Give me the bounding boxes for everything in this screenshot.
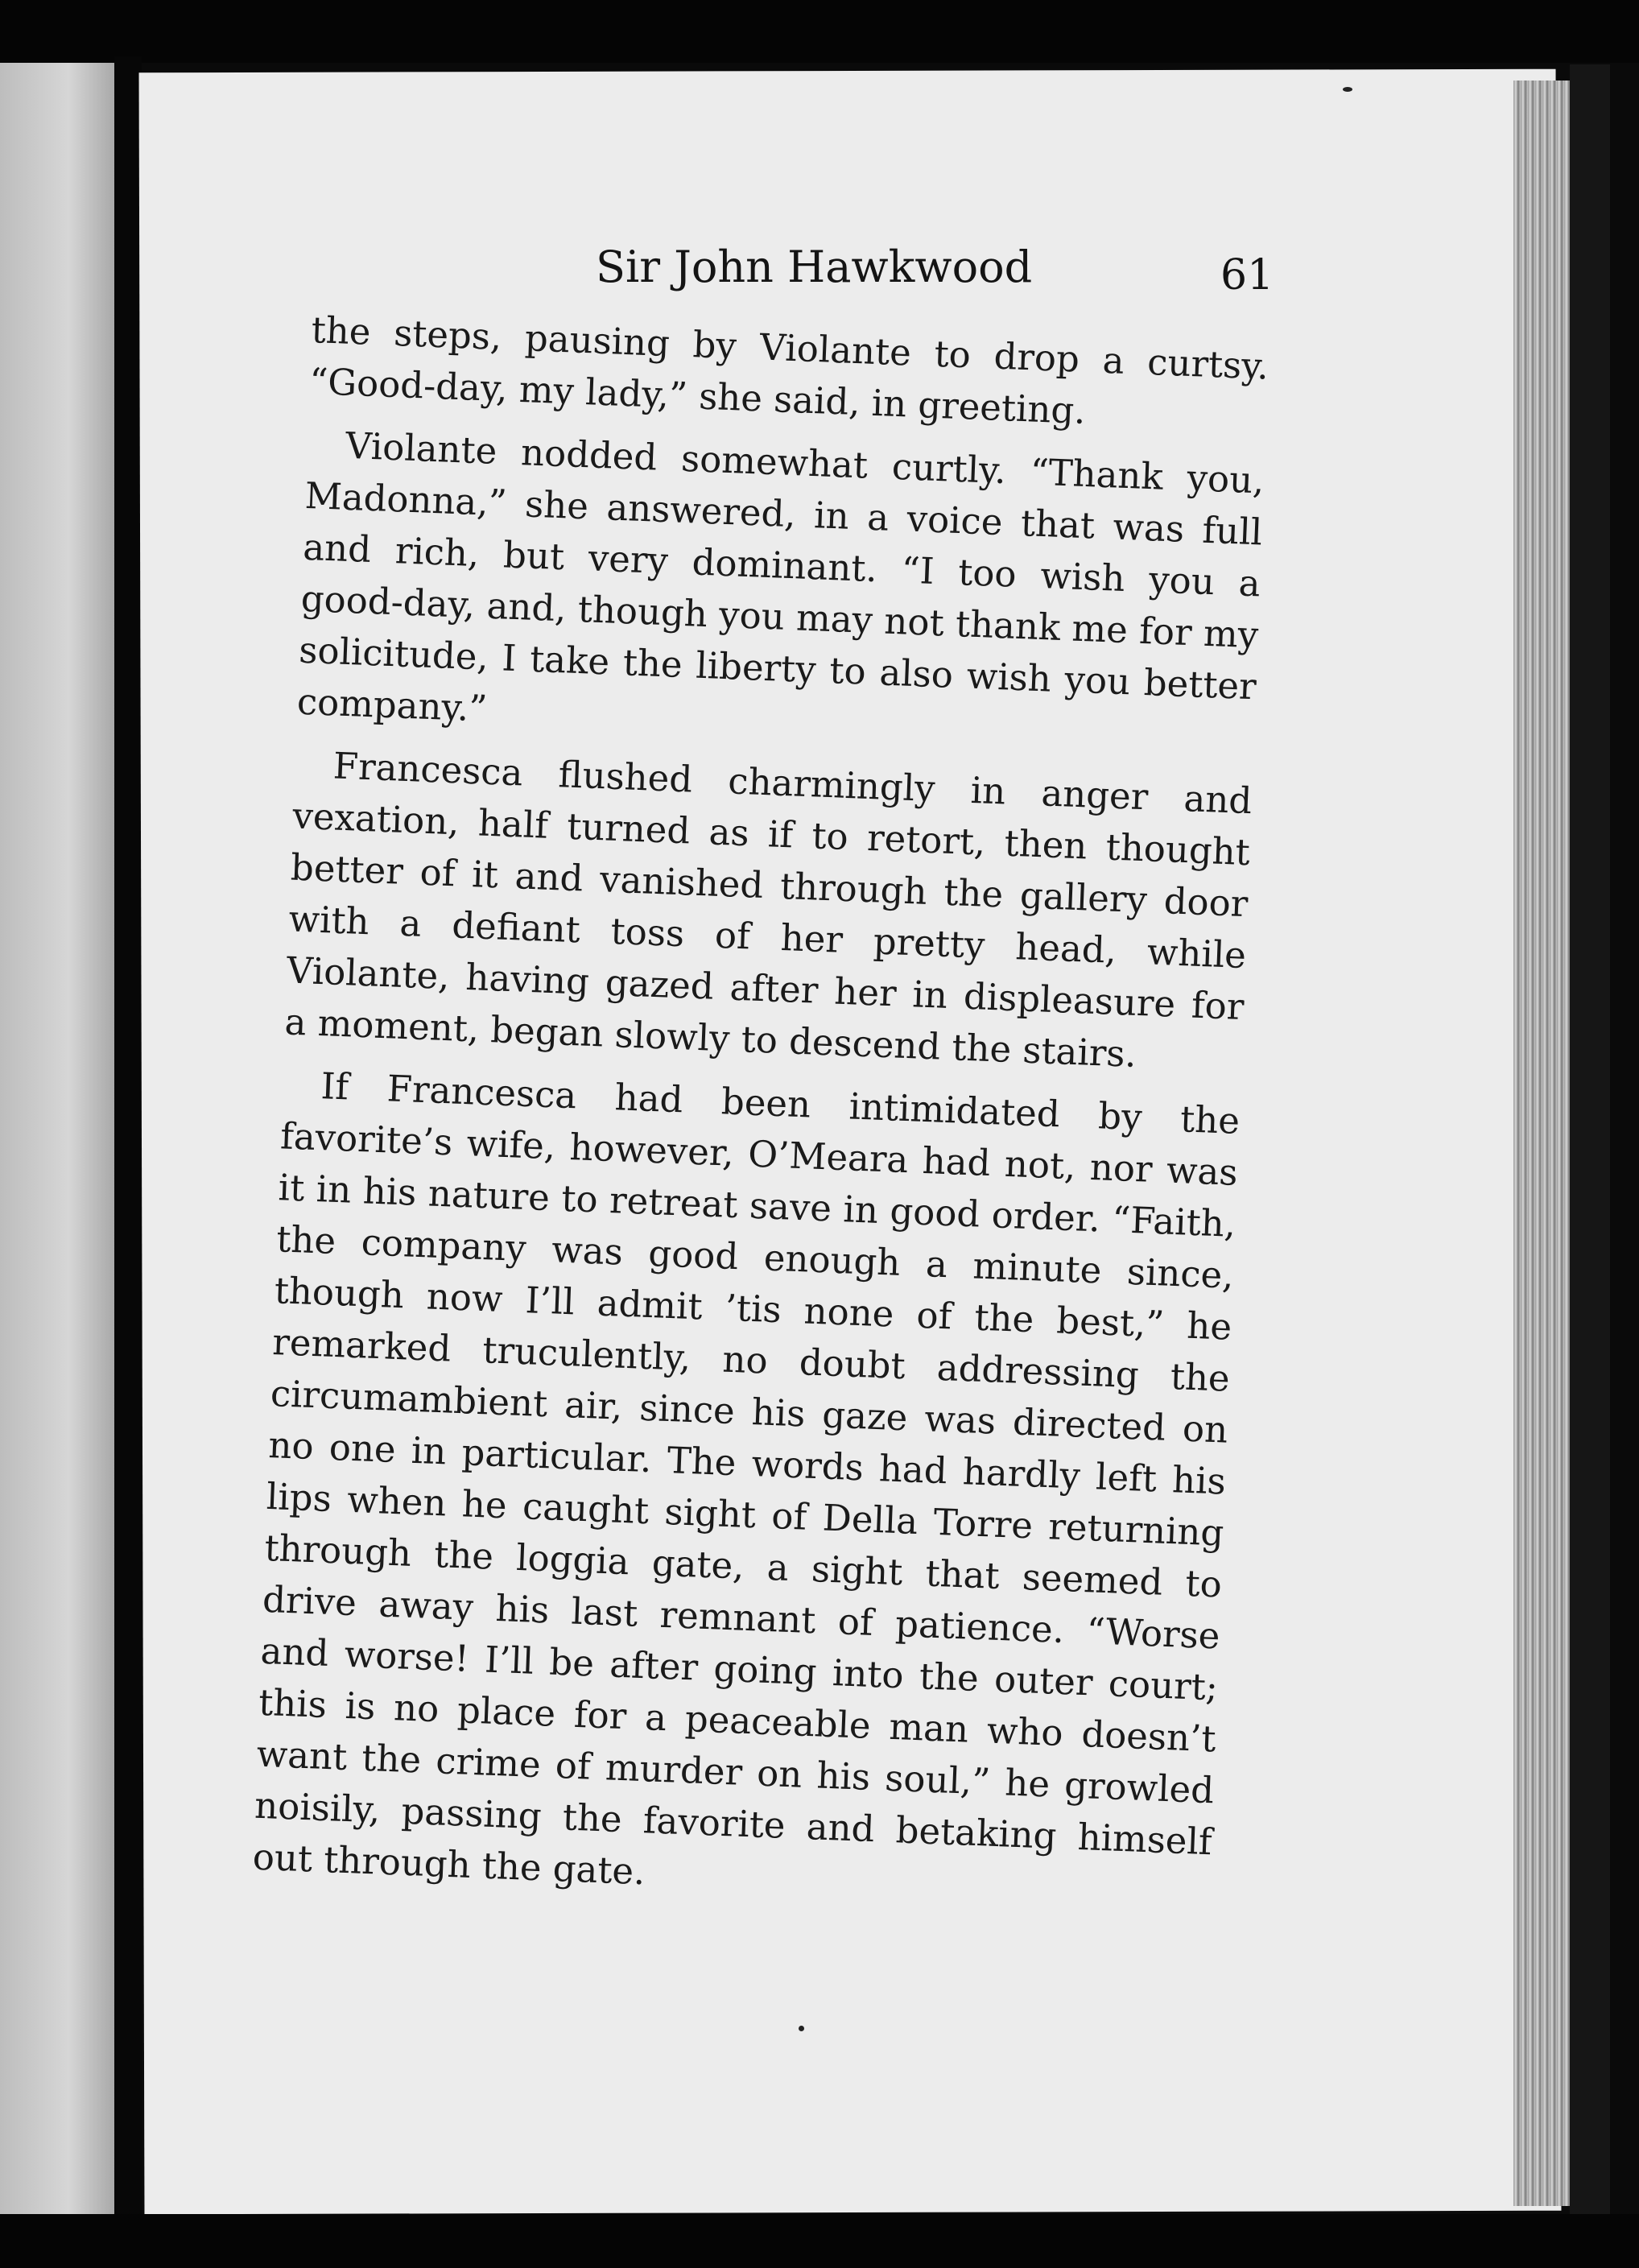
paragraph: If Francesca had been intimidated by the favorite’s wife, however, O’Meara had not, nor was it in his nature to retreat save in good order. “Faith, the company was good enough a minute since, though now I’ll admit ’tis none of the best,” he remarked truculently, no doubt addressing the circumambient air, since his gaze was directed on no one in particular. The words had hardly left his lips when he caught sight of Della Torre returning through the loggia gate, a sight that seemed to drive away his last remnant of patience. “Worse and worse! I’ll be after going into the outer court; this is no place for a peaceable man who doesn’t want the crime of murder on his soul,” he growled noisily, passing the favorite and betaking himself out through the gate.: [251, 1064, 1241, 1894]
paragraph: Francesca flushed charmingly in anger and vexation, half turned as if to retort, then thought better of it and vanished through the gallery door with a defiant toss of her pretty head, while Violante, having gazed after her in displeasure for a moment, began slowly to descend the stairs.: [283, 744, 1253, 1076]
page-number: 61: [1220, 251, 1274, 300]
ink-speck: [1343, 87, 1352, 92]
running-head: Sir John Hawkwood: [596, 242, 1033, 292]
facing-page-edge: [0, 63, 114, 2214]
paragraph: Violante nodded somewhat curtly. “Thank you, Madonna,” she answered, in a voice that was full and rich, but very dominant. “I too wish you a good-day, and, though you may not thank me for my solicitude, I take the liberty to also wish you better company.”: [296, 423, 1265, 730]
body-text: [251, 304, 1270, 1931]
ink-dot: [799, 2026, 804, 2031]
scan-border-top: [0, 0, 1639, 63]
page-stack-edges: [1513, 81, 1570, 2206]
book-cover-edge: [1570, 64, 1610, 2222]
paragraph-continuation: the steps, pausing by Violante to drop a curtsy. “Good-day, my lady,” she said, in greeting.: [308, 308, 1270, 432]
book-gutter: [114, 56, 142, 2222]
scan-border-bottom: [0, 2214, 1639, 2268]
